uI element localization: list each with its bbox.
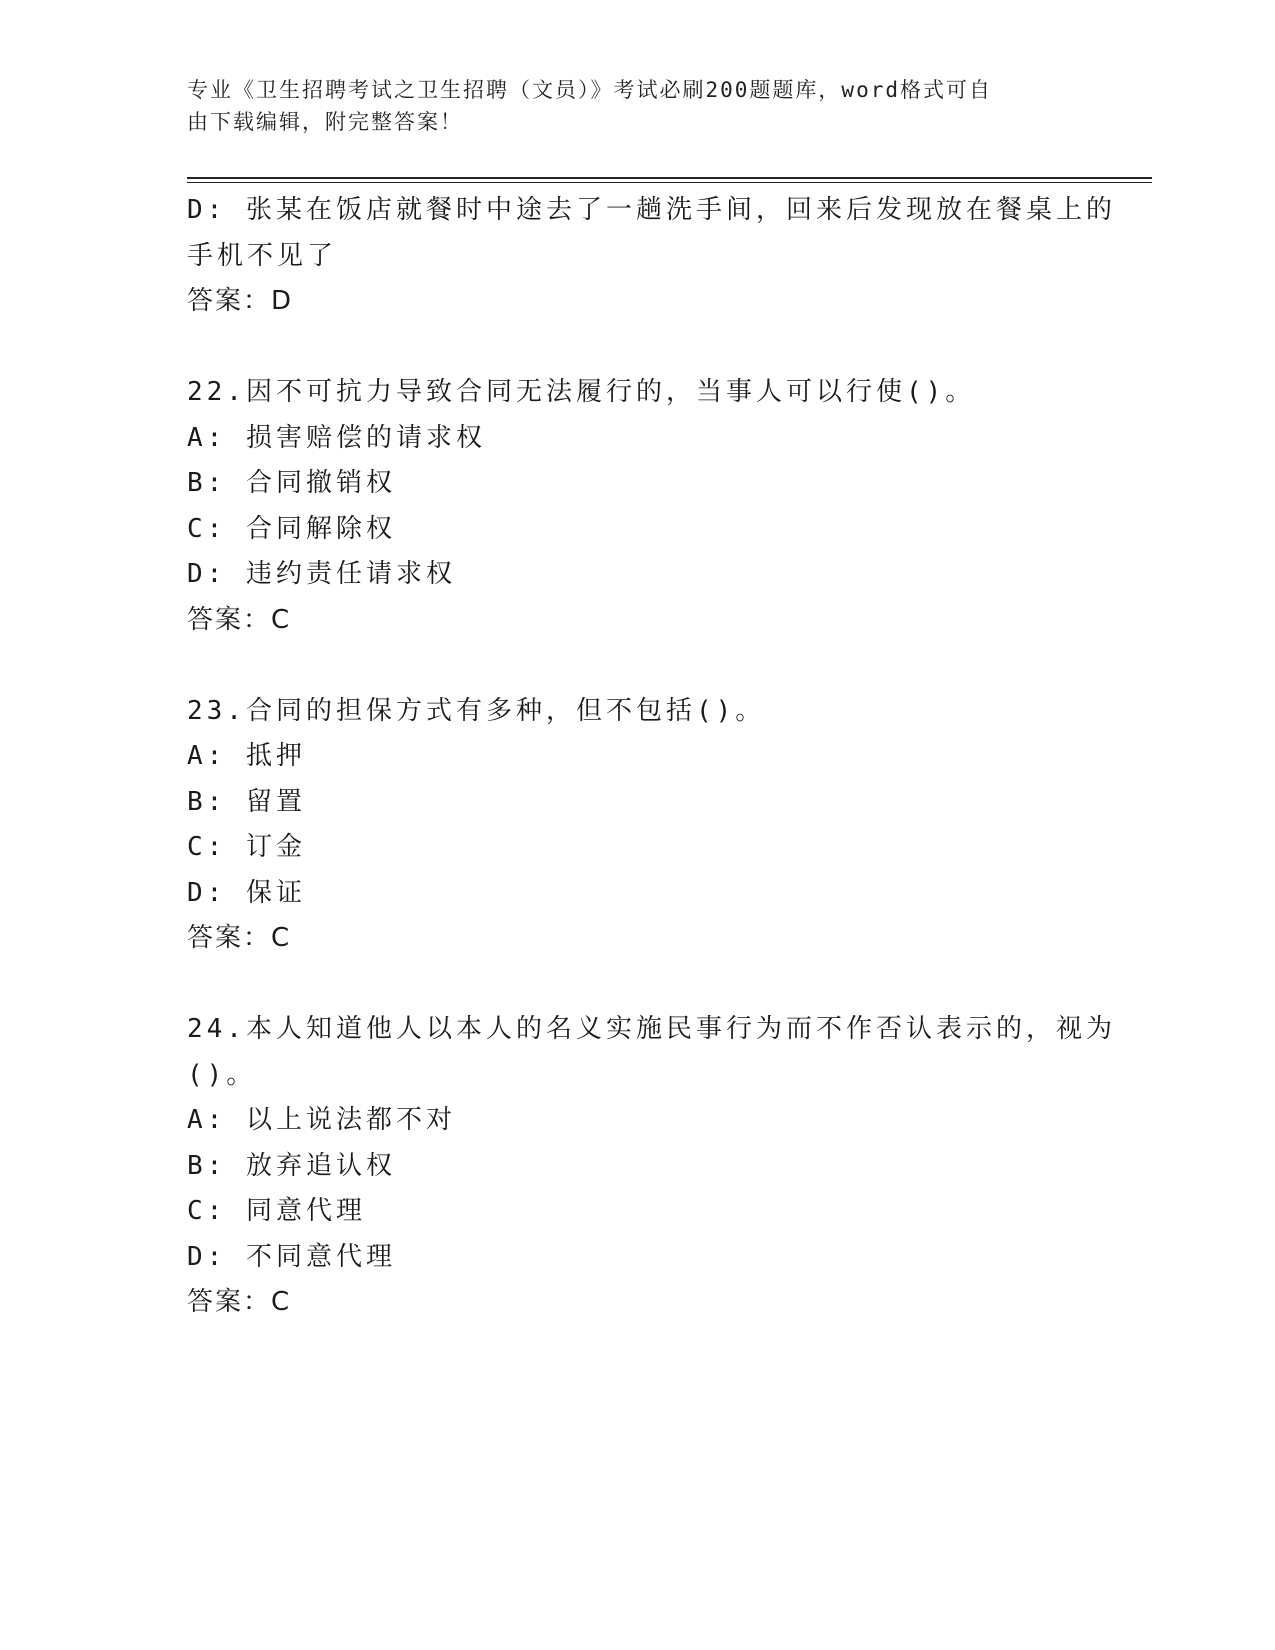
spacer — [187, 962, 1087, 1008]
document-header — [187, 74, 1067, 138]
header-divider-thick — [187, 177, 1152, 179]
question-stem-continued: ()。 — [187, 1059, 257, 1090]
question-stem: 23.合同的担保方式有多种，但不包括()。 — [187, 695, 766, 726]
option-d: D: 张某在饭店就餐时中途去了一趟洗手间，回来后发现放在餐桌上的 — [187, 195, 1116, 225]
option-b: B: 留置 — [187, 786, 306, 817]
spacer — [187, 643, 1087, 689]
header-line-1: 专业《卫生招聘考试之卫生招聘（文员）》考试必刷200题题库，word格式可自 — [187, 78, 992, 102]
question-stem: 22.因不可抗力导致合同无法履行的，当事人可以行使()。 — [187, 377, 976, 407]
question-block-22 — [187, 370, 1087, 643]
option-a: A: 抵押 — [187, 741, 306, 771]
option-d: D: 保证 — [187, 877, 306, 908]
question-list — [187, 188, 1116, 1326]
option-d-continued: 手机不见了 — [187, 240, 338, 271]
option-c: C: 订金 — [187, 832, 306, 862]
question-block-23 — [187, 689, 1087, 962]
question-stem: 24.本人知道他人以本人的名义实施民事行为而不作否认表示的，视为 — [187, 1014, 1116, 1044]
option-b: B: 放弃追认权 — [187, 1150, 396, 1181]
question-block-24 — [187, 1007, 1116, 1326]
option-d: D: 违约责任请求权 — [187, 559, 456, 589]
spacer — [187, 325, 1087, 371]
answer-line: 答案：C — [187, 604, 292, 635]
header-divider-thin — [187, 182, 1152, 183]
question-block-prev — [187, 188, 1116, 325]
option-a: A: 以上说法都不对 — [187, 1105, 456, 1135]
option-b: B: 合同撤销权 — [187, 468, 396, 498]
answer-line: 答案：C — [187, 1287, 292, 1317]
option-a: A: 损害赔偿的请求权 — [187, 422, 486, 453]
answer-line: 答案：D — [187, 286, 294, 316]
option-c: C: 同意代理 — [187, 1196, 366, 1226]
option-c: C: 合同解除权 — [187, 513, 396, 544]
option-d: D: 不同意代理 — [187, 1241, 396, 1272]
header-line-2: 由下载编辑，附完整答案！ — [187, 110, 463, 134]
answer-line: 答案：C — [187, 923, 292, 953]
